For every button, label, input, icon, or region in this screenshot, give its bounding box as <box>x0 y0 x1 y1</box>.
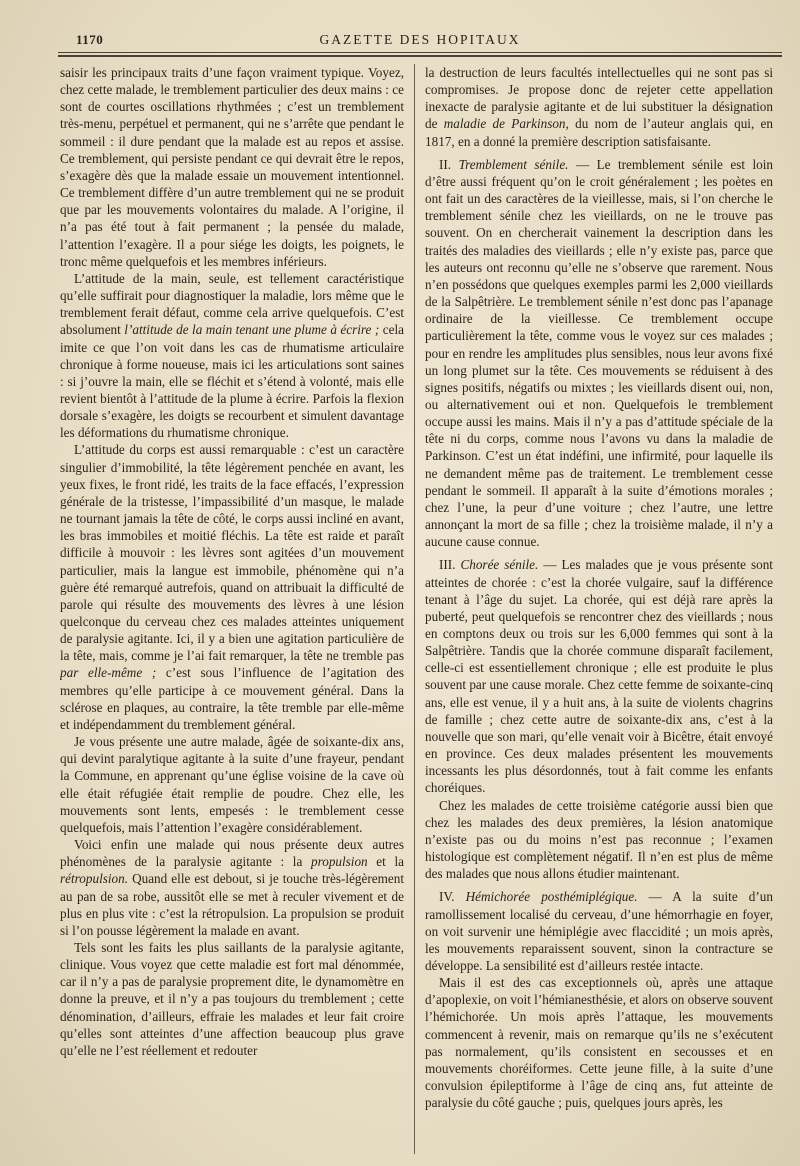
paragraph: Voici enfin une malade qui nous présente deux autres phénomènes de la paralysie agitante : la propulsion et la rétropulsion. Quand elle est debout, si je touche très-légèrement au pan de sa robe, aussitôt elle se met à reculer vivement et de plus en plus vite : c’est la rétropulsion. La propulsion se produit si l’on pousse légèrement la malade en avant. <box>60 837 404 938</box>
page-header <box>58 30 782 52</box>
paragraph: Tels sont les faits les plus saillants de la paralysie agitante, clinique. Vous voyez que cette maladie est fort mal dénommée, car il n’y a pas de paralysie proprement dite, le dynamomètre en donne la preuve, et il n’y a pas toujours du tremblement ; cette dénomination, d’ailleurs, effraie les malades et leur fait croire qu’elles sont atteintes d’une affection beaucoup plus grave qu’elle ne l’est réellement et redouter <box>60 939 404 1058</box>
section-paragraph: II. Tremblement sénile. — Le tremblement sénile est loin d’être aussi fréquent qu’on le croit généralement ; les poètes en ont fait un des caractères de la vieillesse, mais, si l’on cherche le tremblement sénile chez les vieillards, on ne le trouve pas souvent. On en chercherait vainement la description dans les traités des maladies des vieillards ; elle n’y existe pas, parce que les auteurs ont reconnu qu’elle ne s’observe que rarement. Nous n’en possédons que quelques exemples parmi les 2,000 vieillards de la Salpêtrière. Le tremblement sénile n’est donc pas l’apanage ordinaire de la vieillesse. Ce tremblement occupe particulièrement la tête, comme vous le voyez sur ces malades ; pour en rendre les amplitudes plus sensibles, nous leur avons fixé un long plumet sur la tête. Ces mouvements se réduisent à des signes positifs, négatifs ou mixtes ; les vieillards disent oui, non, ou alternativement oui et non. Quelquefois le tremblement occupe aussi les mains. Mais il n’y a pas d’attitude spéciale de la tête ni du corps, comme nous l’avons vu dans la maladie de Parkinson. C’est un état indéfini, une infirmité, pour laquelle ils ne demandent même pas de traitement. Le tremblement cesse pendant le sommeil. Il apparaît à la suite d’émotions morales ; chez l’une, la peur d’une voiture ; chez l’autre, une lettre annonçant la mort de sa fille ; chez la troisième malade, il n’y a aucune cause connue. <box>425 156 773 550</box>
right-column <box>425 64 773 1160</box>
paragraph: Chez les malades de cette troisième catégorie aussi bien que chez les malades des deux premières, la lésion anatomique n’existe pas ou du moins n’est pas reconnue ; l’examen histologique est complètement négatif. Il n’en est plus de même des malades que nous allons étudier maintenant. <box>425 797 773 882</box>
paragraph: L’attitude du corps est aussi remarquable : c’est un caractère singulier d’immobilité, la tête légèrement penchée en avant, les yeux fixes, le front ridé, les traits de la face effacés, l’expression générale de la tristesse, l’impassibilité d’un masque, le malade ne tournant jamais la tête de côté, le corps aussi incliné en avant, les bras immobiles et moitié fléchis. La tête est raide et paraît difficile à mouvoir : les lèvres sont agitées d’un mouvement particulier, mais la langue est immobile, phénomène qui n’a guère été remarqué autrefois, quand on attribuait la difficulté de parole qui résulte des mouvements des lèvres à une lésion quelconque du cerveau chez ces malades atteintes uniquement de paralysie agitante. Ici, il y a bien une agitation particulière de la tête, mais, comme je l’ai fait remarquer, la tête ne tremble pas par elle-même ; c’est sous l’influence de l’agitation des membres qu’elle participe à ce mouvement général. Dans la sclérose en plaques, au contraire, la tête tremble par elle-même et indépendamment du tremblement général. <box>60 442 404 732</box>
header-rule-thin <box>58 52 782 53</box>
paragraph: saisir les principaux traits d’une façon vraiment typique. Voyez, chez cette malade, le tremblement particulier des deux mains : ce sont de courtes oscillations rhythmées ; c’est un tremblement très-menu, perpétuel et permanent, qui ne s’arrête que pendant le sommeil : il dure pendant que la malade est au repos et assise. Ce tremblement, qui persiste pendant ce qui devrait être le repos, s’exagère dès que la malade essaie un mouvement intentionnel. Ce tremblement diffère d’un autre tremblement qui ne se produit que par les mouvements volontaires du malade. A l’origine, il n’a pas été tout à fait permanent ; la pensée du malade, l’attention l’exagère. Il a pour siége les doigts, les poignets, le tronc même quelquefois et les membres inférieurs. <box>60 65 404 269</box>
section-paragraph: III. Chorée sénile. — Les malades que je vous présente sont atteintes de chorée : c’est la chorée vulgaire, sauf la différence tenant à l’âge du sujet. La chorée, qui est déjà rare après la puberté, peut quelquefois se rencontrer chez des vieillards ; nous en comptons deux ou trois sur les 6,000 femmes qui sont à la Salpêtrière. Tandis que la chorée commune disparaît facilement, celle-ci est essentiellement chronique ; elle est produite le plus souvent par une cause morale. Chez cette femme de soixante-cinq ans, elle est venue, il y a huit ans, à la suite de violents chagrins de famille ; chez cette autre de soixante-dix ans, c’est à la nouvelle que son mari, qu’elle venait voir à Bicêtre, était envoyé en province. Ces deux malades présentent les mouvements incessants les plus désordonnés, tout à fait comme les enfants choréiques. <box>425 557 773 796</box>
page-number: 1170 <box>76 32 104 47</box>
emphasis: propulsion <box>310 854 368 870</box>
paragraph: Mais il est des cas exceptionnels où, après une attaque d’apoplexie, on voit l’hémianesthésie, et alors on observe souvent l’hémichorée. Un mois après l’attaque, les mouvements commencent à revenir, mais on remarque qu’ils ne s’exécutent pas normalement, qu’ils consistent en secousses et en mouvements choréiformes. Cette jeune fille, à la suite d’une convulsion épileptiforme à l’âge de cinq ans, fut atteinte de paralysie du côté gauche ; puis, quelques jours après, les <box>425 975 773 1111</box>
header-rule-thick <box>58 55 782 57</box>
journal-title: GAZETTE DES HOPITAUX <box>319 32 521 47</box>
emphasis: l’attitude de la main tenant une plume à écrire ; <box>124 322 380 338</box>
paragraph: L’attitude de la main, seule, est tellement caractéristique qu’elle suffirait pour diagnostiquer la maladie, lors même que le tremblement ferait défaut, comme cela arrive quelquefois. C’est absolument l’attitude de la main tenant une plume à écrire ; cela imite ce que l’on voit dans les cas de rhumatisme articulaire chronique à forme noueuse, mais ici les articulations sont saines : si j’ouvre la main, elle se fléchit et s’étend à volonté, mais elle revient bientôt à l’attitude de la plume à écrire. Parfois la flexion dorsale s’exagère, les doigts se recourbent et simulent davantage les déformations du rhumatisme chronique. <box>60 270 404 441</box>
column-divider <box>414 64 415 1154</box>
emphasis: maladie de Parkinson, <box>443 116 569 132</box>
section-title: Chorée sénile. <box>460 557 539 573</box>
section-title: Tremblement sénile. <box>458 156 569 172</box>
left-column <box>60 64 404 1160</box>
emphasis: rétropulsion. <box>60 871 129 887</box>
paragraph: la destruction de leurs facultés intellectuelles qui ne sont pas si compromises. Je propose donc de rejeter cette appellation inexacte de paralysie agitante et de lui substituer la désignation de maladie de Parkinson, du nom de l’auteur anglais qui, en 1817, en a donné la première description satisfaisante. <box>425 65 773 149</box>
section-paragraph: IV. Hémichorée posthémiplégique. — A la suite d’un ramollissement localisé du cerveau, d’une hémorrhagie en foyer, on voit survenir une hémiplégie avec flaccidité ; un mois après, les mouvements reparaissent souvent, sinon la contracture se développe. La sensibilité est d’ailleurs restée intacte. <box>425 889 773 973</box>
emphasis: par elle-même ; <box>60 665 157 681</box>
paragraph: Je vous présente une autre malade, âgée de soixante-dix ans, qui devint paralytique agitante à la suite d’une frayeur, pendant la Commune, en apprenant qu’une église voisine de la cave où elle était réfugiée était remplie de poudre. Chez elle, les mouvements sont lents, empesés : le tremblement cesse quelquefois, mais l’attention l’exagère considérablement. <box>60 734 404 835</box>
section-title: Hémichorée posthémiplégique. <box>465 889 638 905</box>
